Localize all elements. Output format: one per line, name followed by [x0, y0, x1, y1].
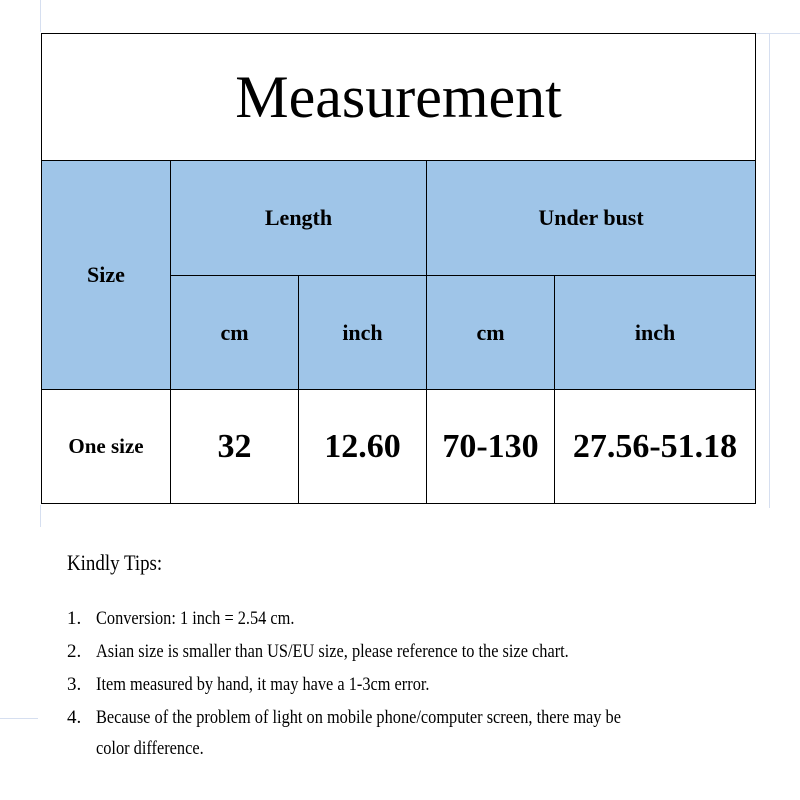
table-row: [42, 390, 756, 504]
bust-cm-value: 70-130: [427, 390, 555, 504]
list-item: [67, 602, 767, 635]
bust-inch-header: inch: [555, 276, 756, 390]
list-item: [67, 701, 767, 764]
guide-line: [40, 505, 41, 527]
list-item: [67, 635, 767, 668]
row-size-label: One size: [42, 390, 171, 504]
length-inch-value: 12.60: [299, 390, 427, 504]
tip-number: 2.: [67, 641, 82, 662]
tips-section: [67, 550, 767, 764]
guide-line: [755, 33, 800, 34]
tips-list: [67, 602, 767, 764]
bust-cm-header: cm: [427, 276, 555, 390]
guide-line: [769, 33, 770, 508]
bust-inch-value: 27.56-51.18: [555, 390, 756, 504]
guide-line: [0, 718, 38, 719]
tip-number: 3.: [67, 674, 82, 695]
under-bust-header: Under bust: [427, 161, 756, 276]
tip-text-continuation: color difference.: [96, 738, 204, 759]
tip-number: 1.: [67, 608, 82, 629]
length-cm-header: cm: [171, 276, 299, 390]
list-item: [67, 668, 767, 701]
tip-text: Item measured by hand, it may have a 1-3cm error.: [96, 674, 430, 695]
tip-text: Because of the problem of light on mobile phone/computer screen, there may be: [96, 707, 621, 728]
length-cm-value: 32: [171, 390, 299, 504]
tip-text: Conversion: 1 inch = 2.54 cm.: [96, 608, 295, 629]
guide-line: [40, 0, 41, 32]
tip-number: 4.: [67, 707, 82, 728]
length-inch-header: inch: [299, 276, 427, 390]
size-header: Size: [42, 161, 171, 390]
tips-title: Kindly Tips:: [67, 550, 163, 575]
table-title: Measurement: [42, 34, 756, 161]
length-header: Length: [171, 161, 427, 276]
tip-text: Asian size is smaller than US/EU size, please reference to the size chart.: [96, 641, 569, 662]
size-chart-table: [41, 33, 756, 504]
